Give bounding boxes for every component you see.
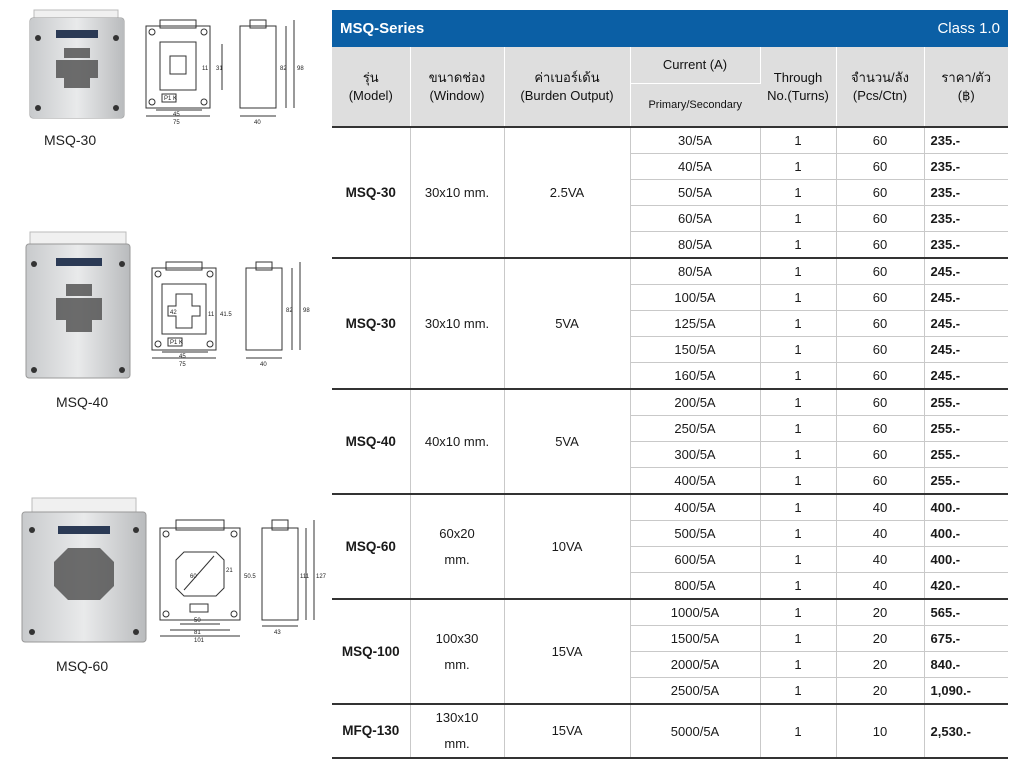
window-cell (410, 494, 504, 599)
table-row (332, 704, 1008, 758)
drawing-msq-30 (140, 14, 316, 134)
pcs-cell: 40 (836, 573, 924, 600)
burden-cell-text: 5VA (555, 433, 579, 449)
table-row (332, 599, 1008, 626)
current-cell: 160/5A (630, 363, 760, 390)
header-price-thai: ราคา/ตัว (941, 69, 992, 85)
turns-cell: 1 (760, 652, 836, 678)
caption-msq-60: MSQ-60 (56, 658, 109, 674)
price-cell: 400.- (924, 494, 1008, 521)
current-cell: 500/5A (630, 521, 760, 547)
pcs-cell: 60 (836, 337, 924, 363)
header-current: Current (A) (630, 47, 760, 84)
price-cell: 1,090.- (924, 678, 1008, 705)
product-msq-60 (0, 490, 326, 690)
header-window-eng: (Window) (429, 87, 485, 103)
caption-msq-40: MSQ-40 (56, 394, 109, 410)
burden-cell-text: 2.5VA (549, 184, 585, 200)
dim-w2: 75 (173, 120, 180, 126)
pcs-cell: 20 (836, 652, 924, 678)
current-cell: 30/5A (630, 128, 760, 154)
current-cell: 60/5A (630, 206, 760, 232)
price-cell: 235.- (924, 154, 1008, 180)
dim-w2: 75 (179, 362, 186, 368)
price-cell: 400.- (924, 521, 1008, 547)
current-cell: 200/5A (630, 389, 760, 416)
table-row (332, 389, 1008, 416)
price-cell: 235.- (924, 180, 1008, 206)
dim-w1: 45 (173, 112, 180, 118)
window-cell (410, 704, 504, 758)
price-cell: 245.- (924, 311, 1008, 337)
header-model (332, 47, 410, 127)
pcs-cell: 60 (836, 232, 924, 259)
terminal-mark: P1 K (164, 96, 178, 102)
burden-cell (504, 258, 630, 389)
burden-cell-text: 10VA (551, 538, 583, 554)
price-cell: 840.- (924, 652, 1008, 678)
current-cell: 40/5A (630, 154, 760, 180)
model-cell-text: MSQ-40 (345, 433, 396, 449)
model-cell-text: MSQ-60 (345, 538, 396, 554)
header-model-thai: รุ่น (362, 69, 379, 85)
burden-cell-text: 15VA (551, 643, 583, 659)
pcs-cell: 60 (836, 180, 924, 206)
dim-w1: 50 (194, 618, 201, 624)
dim-h1: 21 (226, 568, 233, 574)
price-cell: 245.- (924, 337, 1008, 363)
dim-w1: 45 (179, 354, 186, 360)
current-cell: 80/5A (630, 258, 760, 285)
pcs-cell: 20 (836, 599, 924, 626)
current-cell: 125/5A (630, 311, 760, 337)
pcs-cell: 40 (836, 494, 924, 521)
table-row (332, 494, 1008, 521)
header-price (924, 47, 1008, 127)
burden-cell (504, 494, 630, 599)
header-pcs-eng: (Pcs/Ctn) (852, 87, 908, 103)
accuracy-class: Class 1.0 (937, 20, 1000, 37)
turns-cell: 1 (760, 442, 836, 468)
table-row (332, 258, 1008, 285)
pcs-cell: 60 (836, 128, 924, 154)
dim-ha: 82 (280, 66, 287, 72)
turns-cell: 1 (760, 599, 836, 626)
pcs-cell: 60 (836, 258, 924, 285)
price-table-panel (332, 10, 1008, 759)
dim-h2: 11 (202, 66, 209, 72)
window-cell-text: 100x30 (435, 630, 479, 646)
window-cell-text: 40x10 mm. (424, 433, 490, 449)
turns-cell: 1 (760, 311, 836, 337)
header-burden-thai: ค่าเบอร์เด้น (534, 69, 600, 85)
dim-hb: 98 (297, 66, 304, 72)
model-cell-text: MSQ-30 (345, 184, 396, 200)
model-cell (332, 599, 410, 704)
turns-cell: 1 (760, 547, 836, 573)
current-cell: 1500/5A (630, 626, 760, 652)
dim-ha: 82 (286, 308, 293, 314)
pcs-cell: 60 (836, 416, 924, 442)
pcs-cell: 60 (836, 442, 924, 468)
header-through-line2: No.(Turns) (767, 87, 829, 103)
header-burden (504, 47, 630, 127)
price-cell: 235.- (924, 206, 1008, 232)
current-cell: 5000/5A (630, 704, 760, 758)
price-cell: 255.- (924, 468, 1008, 495)
window-cell (410, 258, 504, 389)
burden-cell (504, 599, 630, 704)
header-window (410, 47, 504, 127)
header-current-sub: Primary/Secondary (630, 84, 760, 128)
model-cell (332, 258, 410, 389)
model-cell (332, 128, 410, 258)
pcs-cell: 20 (836, 626, 924, 652)
current-cell: 1000/5A (630, 599, 760, 626)
dim-w2: 81 (194, 630, 201, 636)
product-msq-30 (0, 0, 326, 160)
current-cell: 400/5A (630, 494, 760, 521)
turns-cell: 1 (760, 285, 836, 311)
current-cell: 2000/5A (630, 652, 760, 678)
burden-cell (504, 128, 630, 258)
turns-cell: 1 (760, 389, 836, 416)
header-window-thai: ขนาดช่อง (428, 69, 486, 85)
dim-side: 40 (260, 362, 267, 368)
product-photo-msq-30 (26, 8, 126, 122)
header-pcs (836, 47, 924, 127)
current-cell: 800/5A (630, 573, 760, 600)
pcs-cell: 40 (836, 547, 924, 573)
model-cell-text: MFQ-130 (342, 723, 400, 738)
dim-hb: 98 (303, 308, 310, 314)
window-cell-text: 30x10 mm. (424, 184, 490, 200)
pcs-cell: 60 (836, 311, 924, 337)
price-cell: 565.- (924, 599, 1008, 626)
price-cell: 245.- (924, 258, 1008, 285)
burden-cell (504, 389, 630, 494)
product-photo-msq-60 (18, 496, 150, 646)
price-table (332, 47, 1008, 759)
price-cell: 245.- (924, 363, 1008, 390)
dim-h1: 31 (216, 66, 223, 72)
current-cell: 600/5A (630, 547, 760, 573)
dim-w3: 101 (194, 638, 205, 644)
pcs-cell: 60 (836, 468, 924, 495)
pcs-cell: 60 (836, 206, 924, 232)
dim-h2: 11 (208, 312, 215, 318)
product-photo-msq-40 (22, 230, 134, 382)
turns-cell: 1 (760, 232, 836, 259)
turns-cell: 1 (760, 154, 836, 180)
turns-cell: 1 (760, 573, 836, 600)
dim-top: 42 (170, 310, 177, 316)
burden-cell-text: 5VA (555, 315, 579, 331)
current-cell: 80/5A (630, 232, 760, 259)
header-burden-eng: (Burden Output) (520, 87, 614, 103)
window-cell-text: mm. (444, 736, 470, 751)
window-cell-text: 130x10 (435, 710, 479, 725)
turns-cell: 1 (760, 468, 836, 495)
price-cell: 420.- (924, 573, 1008, 600)
model-cell (332, 494, 410, 599)
turns-cell: 1 (760, 258, 836, 285)
turns-cell: 1 (760, 494, 836, 521)
pcs-cell: 60 (836, 154, 924, 180)
price-cell: 2,530.- (924, 704, 1008, 758)
model-cell-text: MSQ-100 (341, 643, 400, 659)
turns-cell: 1 (760, 337, 836, 363)
turns-cell: 1 (760, 206, 836, 232)
price-cell: 675.- (924, 626, 1008, 652)
pcs-cell: 40 (836, 521, 924, 547)
dim-ha: 111 (300, 574, 310, 580)
model-cell (332, 704, 410, 758)
window-cell-text: 30x10 mm. (424, 315, 490, 331)
dim-side: 40 (254, 120, 261, 126)
header-model-eng: (Model) (348, 87, 393, 103)
pcs-cell: 60 (836, 285, 924, 311)
pcs-cell: 20 (836, 678, 924, 705)
price-cell: 245.- (924, 285, 1008, 311)
header-price-eng: (฿) (957, 87, 975, 103)
price-cell: 235.- (924, 232, 1008, 259)
price-cell: 255.- (924, 442, 1008, 468)
price-table-body (332, 128, 1008, 758)
burden-cell-text: 15VA (551, 723, 583, 738)
turns-cell: 1 (760, 521, 836, 547)
pcs-cell: 60 (836, 363, 924, 390)
dim-d: 60 (190, 574, 197, 580)
pcs-cell: 60 (836, 389, 924, 416)
header-through (760, 47, 836, 127)
dim-h2: 50.5 (244, 574, 256, 580)
model-cell-text: MSQ-30 (345, 315, 396, 331)
current-cell: 150/5A (630, 337, 760, 363)
terminal-mark: P1 K (170, 340, 184, 346)
turns-cell: 1 (760, 416, 836, 442)
window-cell (410, 389, 504, 494)
price-cell: 255.- (924, 389, 1008, 416)
table-row (332, 128, 1008, 154)
series-title: MSQ-Series (340, 20, 425, 37)
drawing-msq-40 (146, 256, 322, 376)
turns-cell: 1 (760, 704, 836, 758)
header-pcs-thai: จำนวน/ลัง (851, 69, 909, 85)
current-cell: 50/5A (630, 180, 760, 206)
dim-hb: 127 (316, 574, 326, 580)
header-through-line1: Through (773, 69, 823, 85)
current-cell: 100/5A (630, 285, 760, 311)
price-cell: 235.- (924, 128, 1008, 154)
current-cell: 2500/5A (630, 678, 760, 705)
turns-cell: 1 (760, 626, 836, 652)
turns-cell: 1 (760, 363, 836, 390)
model-cell (332, 389, 410, 494)
caption-msq-30: MSQ-30 (44, 132, 97, 148)
pcs-cell: 10 (836, 704, 924, 758)
window-cell (410, 599, 504, 704)
window-cell-text: mm. (444, 551, 470, 567)
turns-cell: 1 (760, 180, 836, 206)
window-cell-text: 60x20 (439, 525, 475, 541)
current-cell: 250/5A (630, 416, 760, 442)
turns-cell: 1 (760, 128, 836, 154)
turns-cell: 1 (760, 678, 836, 705)
burden-cell (504, 704, 630, 758)
window-cell (410, 128, 504, 258)
dim-side: 43 (274, 630, 281, 636)
current-cell: 300/5A (630, 442, 760, 468)
window-cell-text: mm. (444, 656, 470, 672)
drawing-msq-60 (154, 512, 326, 644)
price-cell: 400.- (924, 547, 1008, 573)
product-msq-40 (0, 220, 326, 420)
series-header-bar (332, 10, 1008, 47)
price-cell: 255.- (924, 416, 1008, 442)
dim-h1: 41.5 (220, 312, 232, 318)
current-cell: 400/5A (630, 468, 760, 495)
